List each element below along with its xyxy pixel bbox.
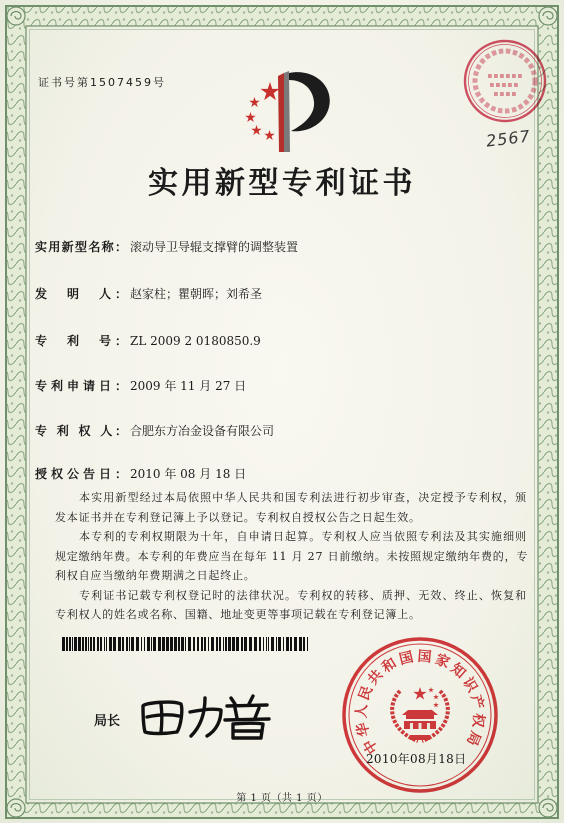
emblem-star-icon xyxy=(251,125,261,135)
barcode-bar xyxy=(69,637,71,651)
barcode-bar xyxy=(236,637,239,651)
barcode-bar xyxy=(223,637,224,651)
barcode-bar xyxy=(129,637,130,651)
agent-seal xyxy=(462,38,548,124)
barcode-bar xyxy=(109,637,112,651)
barcode-bar xyxy=(225,637,227,651)
field-value: 2010 年 08 月 18 日 xyxy=(130,467,247,481)
barcode-bar xyxy=(208,637,209,651)
body-paragraph-register xyxy=(55,586,527,625)
seal-text xyxy=(353,648,487,757)
body-line: 本实用新型经过本局依照中华人民共和国专利法进行初步审查，决定授予专利权，颁 xyxy=(79,491,527,504)
field-label: 专 利 权 人： xyxy=(35,424,127,438)
field-patent-number xyxy=(35,332,261,350)
barcode-bar xyxy=(185,637,186,651)
barcode-bar xyxy=(97,637,99,651)
body-line: 发本证书并在专利登记簿上予以登记。专利权自授权公告之日起生效。 xyxy=(55,510,421,524)
barcode-bar xyxy=(93,637,95,651)
barcode-bar xyxy=(278,637,281,651)
field-label: 发 明 人： xyxy=(35,287,127,301)
barcode-bar xyxy=(249,637,252,651)
barcode-bar xyxy=(66,637,68,651)
barcode-bar xyxy=(294,637,297,651)
barcode-bar xyxy=(201,637,203,651)
body-paragraph-term xyxy=(55,527,527,586)
barcode-bar xyxy=(113,637,116,651)
barcode xyxy=(62,637,310,651)
patent-office-emblem-icon xyxy=(240,62,335,154)
official-seal xyxy=(340,635,500,795)
barcode-bar xyxy=(88,637,89,651)
barcode-bar xyxy=(254,637,257,651)
barcode-bar xyxy=(181,637,184,651)
barcode-bar xyxy=(174,637,177,651)
barcode-bar xyxy=(153,637,156,651)
field-label: 专 利 号： xyxy=(35,334,127,348)
certificate-title: 实用新型专利证书 xyxy=(148,166,416,201)
emblem-star-icon xyxy=(264,130,274,140)
emblem-star-icon xyxy=(245,112,255,122)
barcode-bar xyxy=(151,637,152,651)
barcode-bar xyxy=(211,637,214,651)
director-signature xyxy=(135,690,275,742)
barcode-bar xyxy=(78,637,81,651)
barcode-bar xyxy=(82,637,84,651)
signatory-title: 局长 xyxy=(94,714,121,729)
barcode-bar xyxy=(259,637,261,651)
page-footer: 第 1 页（共 1 页） xyxy=(236,793,328,804)
field-grant-date xyxy=(35,465,246,483)
national-emblem-icon xyxy=(402,687,439,740)
barcode-bar xyxy=(307,637,308,651)
body-line: 规定缴纳年费。本专利的年费应当在每年 11 月 27 日前缴纳。未按照规定缴纳年费的，专 xyxy=(55,549,529,563)
field-value: 合肥东方冶金设备有限公司 xyxy=(130,424,275,438)
body-line: 专利权人的姓名或名称、国籍、地址变更等事项记载在专利登记簿上。 xyxy=(55,608,421,621)
barcode-bar xyxy=(122,637,124,651)
barcode-bar xyxy=(162,637,165,651)
certificate-number: 证书号第1507459号 xyxy=(38,76,166,89)
barcode-bar xyxy=(290,637,292,651)
barcode-bar xyxy=(90,637,92,651)
barcode-bar xyxy=(170,637,173,651)
barcode-bar xyxy=(263,637,264,651)
barcode-bar xyxy=(158,637,161,651)
barcode-bar xyxy=(276,637,277,651)
field-value: 2009 年 11 月 27 日 xyxy=(130,379,247,393)
barcode-bar xyxy=(197,637,199,651)
barcode-bar xyxy=(85,637,87,651)
barcode-bar xyxy=(147,637,150,651)
barcode-bar xyxy=(268,637,269,651)
barcode-bar xyxy=(241,637,243,651)
barcode-bar xyxy=(141,637,142,651)
barcode-bar xyxy=(104,637,105,651)
field-value: ZL 2009 2 0180850.9 xyxy=(130,334,261,348)
barcode-bar xyxy=(100,637,102,651)
barcode-bar xyxy=(178,637,180,651)
barcode-bar xyxy=(204,637,206,651)
barcode-bar xyxy=(271,637,274,651)
field-utility-model-name xyxy=(35,238,298,256)
field-value: 滚动导卫导辊支撑臂的调整装置 xyxy=(130,240,299,254)
barcode-bar xyxy=(283,637,284,651)
body-paragraph-grant xyxy=(55,488,527,527)
emblem-star-icon xyxy=(260,82,279,100)
barcode-bar xyxy=(303,637,305,651)
seal-date: 2010年08月18日 xyxy=(366,752,467,766)
barcode-bar xyxy=(144,637,145,651)
seal-text-path: 中华人民共和国国家知识产权局 xyxy=(353,648,487,757)
body-line: 利权自应当缴纳年费期满之日起终止。 xyxy=(55,569,256,582)
barcode-bar xyxy=(216,637,218,651)
emblem-spire-shade xyxy=(284,71,290,152)
barcode-bar xyxy=(228,637,231,651)
field-patentee xyxy=(35,422,274,440)
barcode-bar xyxy=(106,637,107,651)
barcode-bar xyxy=(299,637,302,651)
barcode-bar xyxy=(118,637,121,651)
emblem-star-icon xyxy=(249,97,259,107)
field-label: 授权公告日： xyxy=(35,467,127,481)
body-line: 本专利的专利权期限为十年，自申请日起算。专利权人应当依照专利法及其实施细则 xyxy=(79,530,527,543)
field-value: 赵家柱；瞿朝晖；刘希圣 xyxy=(130,287,263,301)
barcode-bar xyxy=(266,637,267,651)
body-line: 专利证书记载专利权登记时的法律状况。专利权的转移、质押、无效、终止、恢复和 xyxy=(79,588,527,602)
field-application-date xyxy=(35,377,246,395)
barcode-bar xyxy=(62,637,65,651)
field-label: 实用新型名称： xyxy=(35,240,127,254)
field-inventors xyxy=(35,285,262,303)
barcode-bar xyxy=(193,637,195,651)
barcode-bar xyxy=(219,637,221,651)
field-label: 专利申请日： xyxy=(35,379,127,393)
barcode-bar xyxy=(232,637,235,651)
barcode-bar xyxy=(131,637,134,651)
certificate-body xyxy=(55,488,527,625)
barcode-bar xyxy=(244,637,247,651)
emblem-spire xyxy=(278,73,284,152)
barcode-bar xyxy=(74,637,77,651)
barcode-bar xyxy=(286,637,289,651)
barcode-bar xyxy=(166,637,169,651)
emblem-bowl xyxy=(289,72,330,131)
handwritten-note: 2567 xyxy=(485,126,532,151)
barcode-bar xyxy=(126,637,128,651)
barcode-bar xyxy=(136,637,139,651)
barcode-bar xyxy=(72,637,73,651)
barcode-bar xyxy=(188,637,191,651)
